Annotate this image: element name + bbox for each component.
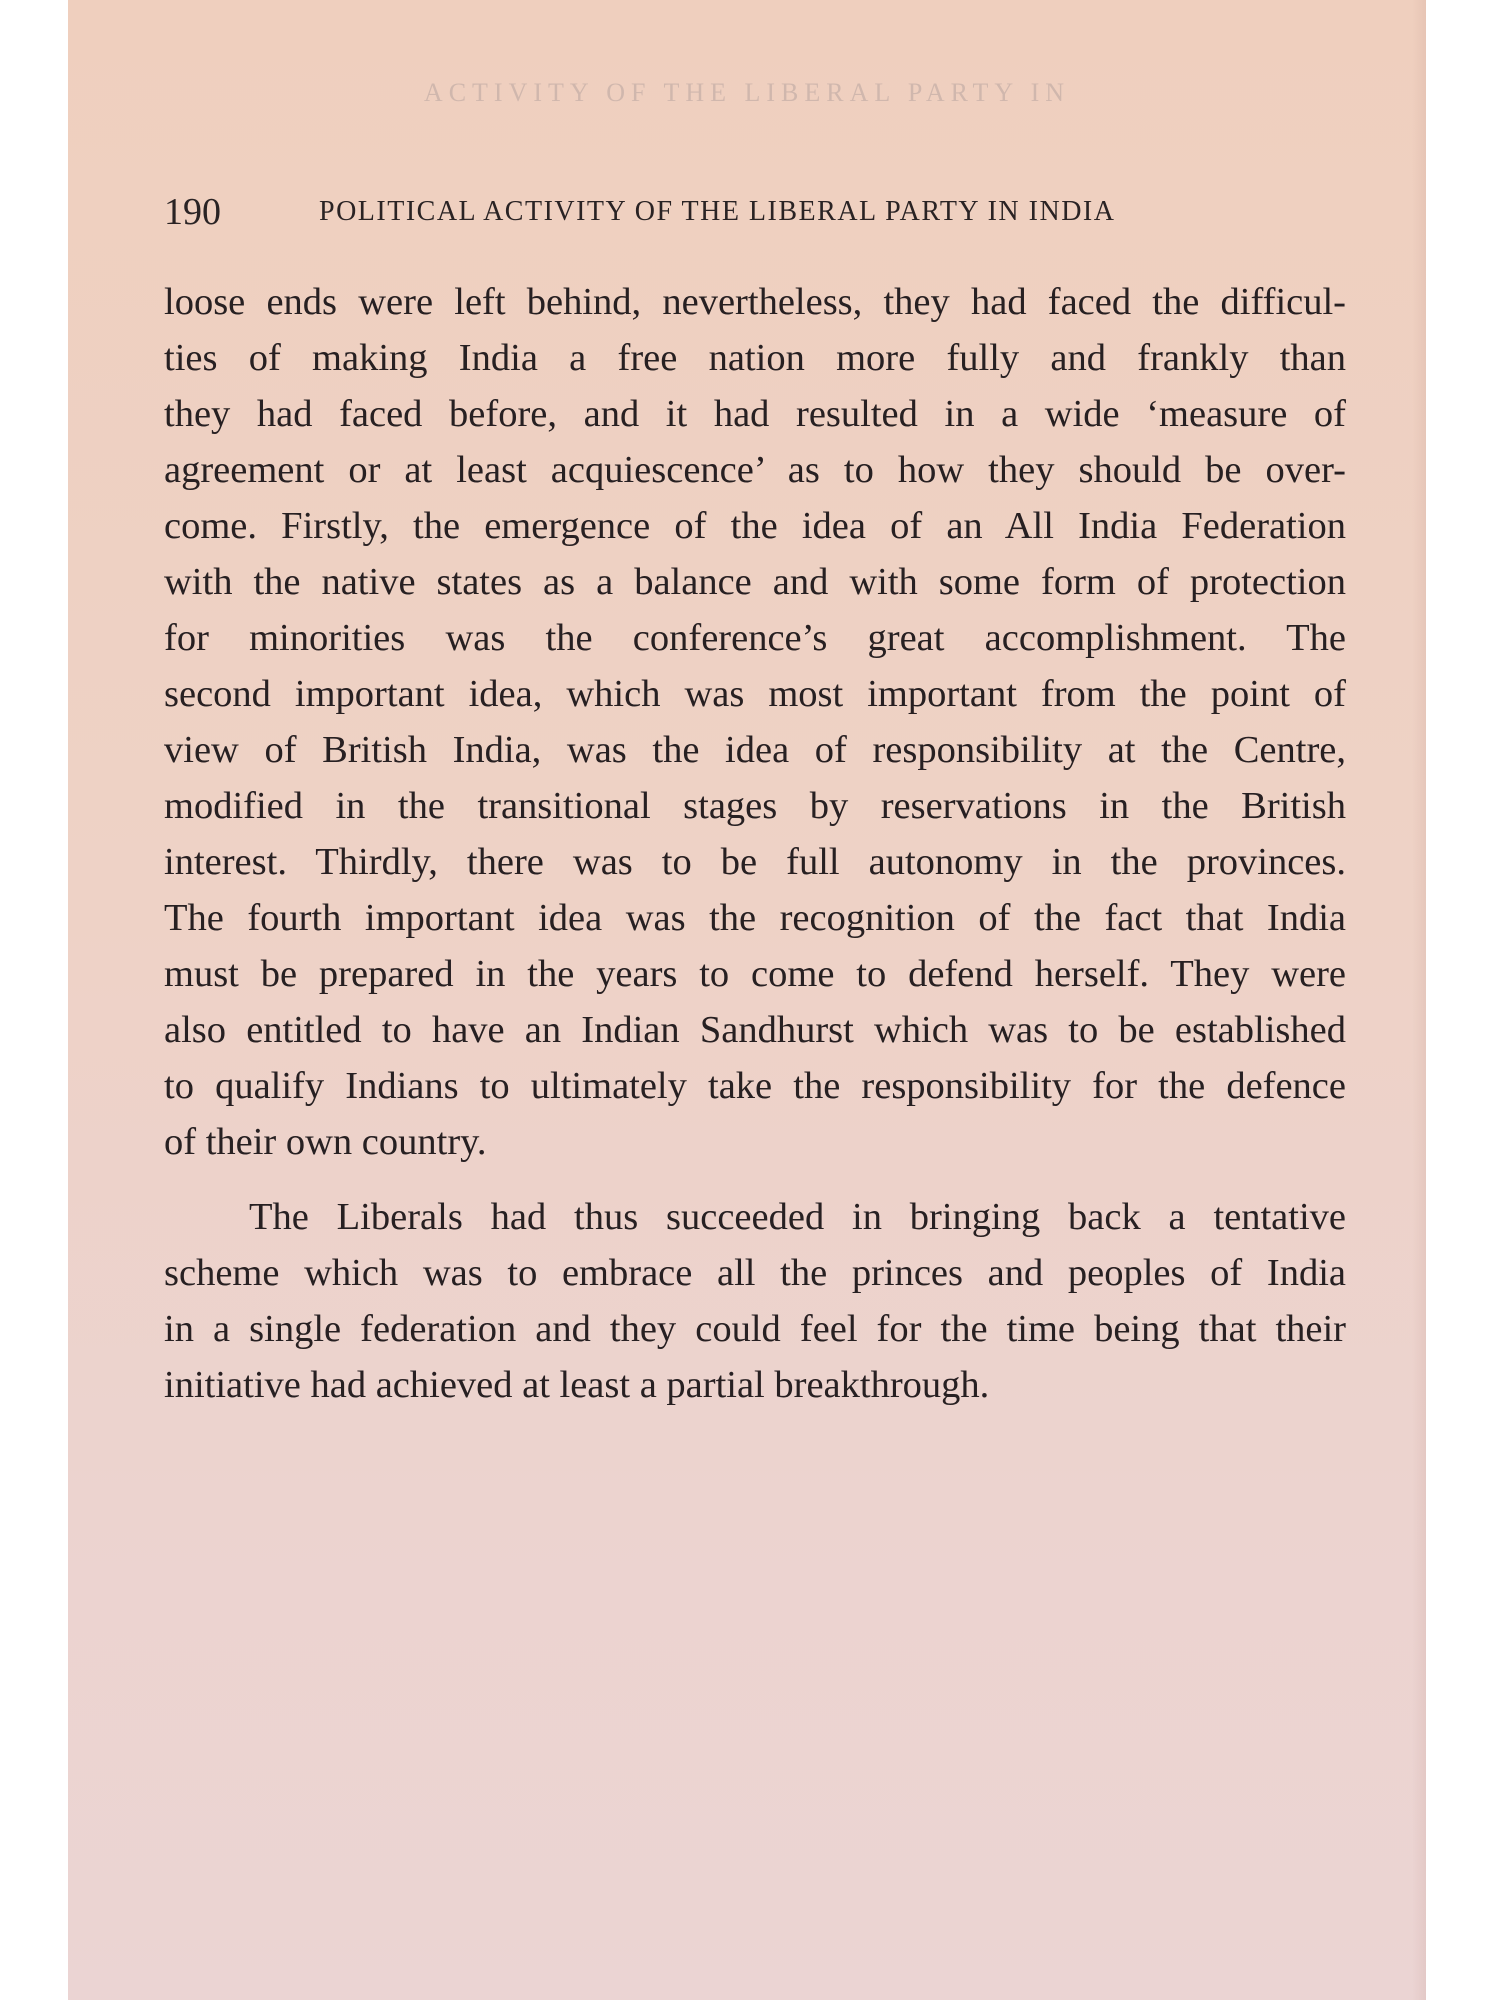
text-line: must be prepared in the years to come to defend herself. They were bbox=[164, 953, 1346, 995]
text-line: interest. Thirdly, there was to be full autonomy in the provinces. bbox=[164, 841, 1346, 883]
text-line: in a single federation and they could feel for the time being that their bbox=[164, 1308, 1346, 1350]
text-line: view of British India, was the idea of responsibility at the Centre, bbox=[164, 729, 1346, 771]
text-line: The Liberals had thus succeeded in bringing back a tentative bbox=[249, 1196, 1346, 1238]
running-head: POLITICAL ACTIVITY OF THE LIBERAL PARTY IN INDIA bbox=[319, 196, 1116, 227]
page-number: 190 bbox=[164, 191, 221, 233]
text-line: initiative had achieved at least a partial breakthrough. bbox=[164, 1364, 990, 1406]
text-line: also entitled to have an Indian Sandhurst which was to be established bbox=[164, 1009, 1346, 1051]
text-line: to qualify Indians to ultimately take the responsibility for the defence bbox=[164, 1065, 1346, 1107]
text-line: they had faced before, and it had resulted in a wide ‘measure of bbox=[164, 393, 1346, 435]
text-line: modified in the transitional stages by reservations in the British bbox=[164, 785, 1346, 827]
text-line: ties of making India a free nation more fully and frankly than bbox=[164, 337, 1346, 379]
bleed-through-text: ACTIVITY OF THE LIBERAL PARTY IN bbox=[423, 78, 1071, 107]
paragraph-2 bbox=[164, 1189, 1346, 1413]
text-line: scheme which was to embrace all the princes and peoples of India bbox=[164, 1252, 1346, 1294]
text-line: second important idea, which was most important from the point of bbox=[164, 673, 1346, 715]
page-edge-shadow bbox=[1412, 0, 1426, 2000]
text-line: The fourth important idea was the recognition of the fact that India bbox=[164, 897, 1346, 939]
text-line: for minorities was the conference’s great accomplishment. The bbox=[164, 617, 1346, 659]
paragraph-1 bbox=[164, 274, 1346, 1170]
text-line: with the native states as a balance and with some form of protection bbox=[164, 561, 1346, 603]
page-header bbox=[164, 190, 1344, 234]
text-line: agreement or at least acquiescence’ as to how they should be over- bbox=[164, 449, 1346, 491]
book-page bbox=[68, 0, 1426, 2000]
text-line: come. Firstly, the emergence of the idea of an All India Federation bbox=[164, 505, 1346, 547]
text-line: loose ends were left behind, nevertheless, they had faced the difficul- bbox=[164, 281, 1346, 323]
text-line: of their own country. bbox=[164, 1121, 487, 1163]
